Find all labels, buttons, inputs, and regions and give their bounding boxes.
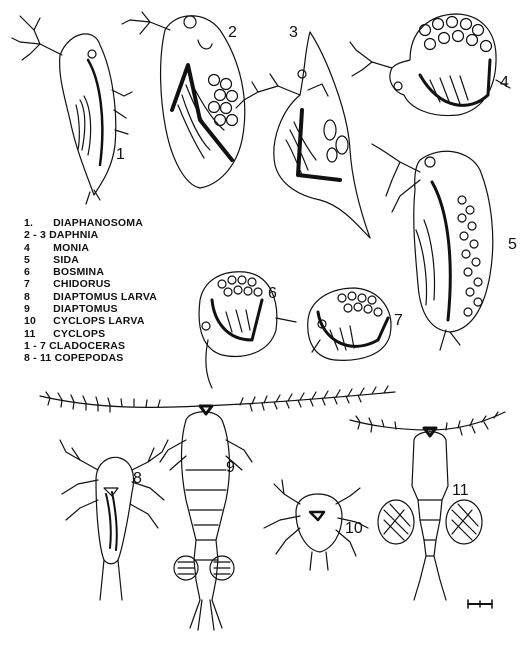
legend-row bbox=[24, 315, 157, 327]
figure-number-9: 9 bbox=[226, 459, 235, 476]
legend-key: 2 - 3 bbox=[24, 229, 47, 242]
legend-name: DIAPTOMUS LARVA bbox=[53, 290, 158, 303]
organism-7-chidorus bbox=[308, 288, 391, 360]
figure-number-2: 2 bbox=[228, 24, 237, 41]
legend-key: 8 bbox=[24, 290, 31, 303]
legend-name: CYCLOPS bbox=[53, 327, 106, 340]
figure-number-6: 6 bbox=[268, 285, 277, 302]
legend-name: DAPHNIA bbox=[49, 229, 99, 242]
figure-number-10: 10 bbox=[345, 520, 363, 537]
figure-number-4: 4 bbox=[500, 74, 509, 91]
legend-row bbox=[24, 291, 157, 303]
organism-4-monia bbox=[350, 14, 510, 116]
legend-name: COPEPODAS bbox=[54, 352, 124, 365]
legend-key: 9 bbox=[24, 303, 31, 316]
legend-name: DIAPTOMUS bbox=[53, 303, 118, 316]
legend-key: 8 - 11 bbox=[24, 352, 52, 365]
legend-row bbox=[24, 278, 157, 290]
figure-number-11: 11 bbox=[452, 482, 469, 499]
organism-11-cyclops bbox=[350, 412, 505, 600]
legend-row bbox=[24, 303, 157, 315]
legend-key: 10 bbox=[24, 315, 37, 328]
legend-key: 11 bbox=[24, 327, 36, 340]
legend-row bbox=[24, 242, 157, 254]
organism-8-diaptomus-larva bbox=[60, 440, 168, 600]
legend-key: 5 bbox=[24, 253, 31, 266]
legend-row bbox=[24, 328, 157, 340]
legend-key: 1. bbox=[24, 217, 34, 229]
species-legend bbox=[24, 217, 157, 365]
figure-number-1: 1 bbox=[116, 146, 125, 163]
legend-name: CHIDORUS bbox=[53, 278, 111, 291]
legend-row bbox=[24, 340, 157, 352]
organism-6-bosmina bbox=[199, 272, 296, 388]
legend-row bbox=[24, 352, 157, 364]
legend-row bbox=[24, 254, 157, 266]
legend-name: MONIA bbox=[53, 241, 90, 254]
organism-3-daphnia bbox=[236, 32, 370, 238]
legend-key: 6 bbox=[24, 266, 31, 279]
legend-name: CLADOCERAS bbox=[49, 339, 126, 352]
legend-row bbox=[24, 229, 157, 241]
figure-number-7: 7 bbox=[394, 312, 403, 329]
legend-key: 1 - 7 bbox=[24, 339, 47, 352]
legend-key: 7 bbox=[24, 278, 31, 291]
legend-key: 4 bbox=[24, 241, 31, 254]
legend-row bbox=[24, 266, 157, 278]
organism-2-daphnia bbox=[122, 12, 245, 188]
legend-row bbox=[24, 217, 157, 229]
legend-name: BOSMINA bbox=[53, 266, 105, 279]
organism-9-diaptomus bbox=[40, 386, 395, 630]
legend-name: DIAPHANOSOMA bbox=[53, 217, 144, 229]
legend-name: SIDA bbox=[53, 253, 80, 266]
figure-number-3: 3 bbox=[289, 24, 298, 41]
figure-number-8: 8 bbox=[133, 470, 142, 487]
organism-1-diaphanosoma bbox=[12, 16, 132, 204]
legend-name: CYCLOPS LARVA bbox=[53, 315, 145, 328]
figure-number-5: 5 bbox=[508, 236, 517, 253]
scale-bar bbox=[468, 600, 492, 608]
